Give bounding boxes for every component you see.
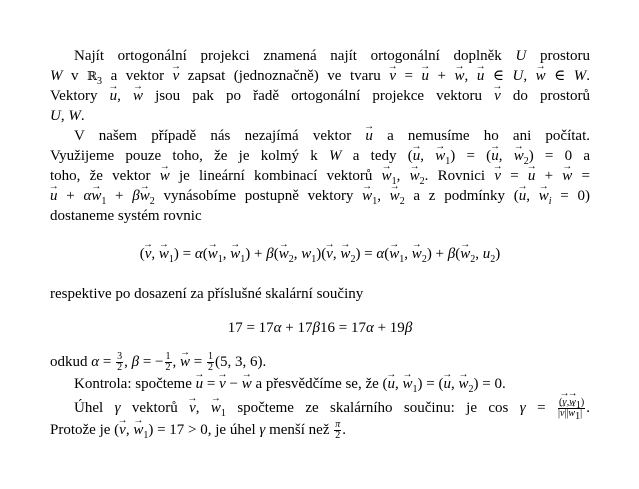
paragraph2-line5: [50, 206, 590, 226]
respektive-text: respektive po dosazení za příslušné skalární součiny: [50, 286, 364, 302]
paragraph1-line2: [50, 66, 590, 86]
paragraph1-line4: [50, 106, 590, 126]
equation-1-text: (→ v, → $w_1) = \alpha(\to w_1$, → $w_1) + \beta(\to w_2$, $w_1)(\to v$, → $w_2) = \alpha(\to w_1$, → $w_2) + \beta(\to w_2$, $u_2$): [140, 246, 501, 262]
p2-l5-text: dostaneme systém rovnic: [50, 208, 202, 224]
paragraph2-line3: [50, 166, 590, 186]
p2-l3-text: toho, že vektor → w je lineární kombinací vektorů → $w_1$, → $w_2$. Rovnici → v = → u + → w =: [50, 168, 590, 184]
paragraph2-line4: [50, 186, 590, 206]
equation-2: [50, 318, 590, 338]
p1-l3-text: Vektory → u, → w jsou pak po řadě ortogonální projekce vektoru → v do prostorů: [50, 88, 590, 104]
paragraph2-line2: [50, 146, 590, 166]
paragraph2-line1: [50, 126, 590, 146]
kontrola-text: Kontrola: spočteme → u = → v − → w a přesvědčíme se, že (→ u, → $w_1$) = (→ u, → $w_2) = 0$.: [74, 376, 506, 392]
odkud-text: odkud α = $\frac{3}{2}$ , β = − $\frac{1}{2}$ , → w = $\frac{1}{2}$ (5, 3, 6).: [50, 354, 266, 370]
uhel-line2: [50, 420, 590, 441]
paragraph1-line3: [50, 86, 590, 106]
p2-l4-text: → $u + \alpha\to w_1 + \beta\to w_2$ vynásobíme postupně vektory → $w_1$, → $w_2$ a z podmínky (→ u, → $w_i = 0$): [50, 188, 590, 204]
odkud-line: [50, 352, 590, 373]
respektive-line: [50, 284, 590, 304]
uhel-l2-text: Protože je (→ v, → $w_1) = 17 > 0$, je úhel γ menší než $\frac{\pi}{2}$ .: [50, 422, 346, 438]
uhel-l1-text: Úhel γ vektorů → v, → $w_1$ spočteme ze skalárního součinu: je cos γ = $\frac{(\to v,\to w_1)}{|\to v||\to w_1|}$ .: [74, 400, 590, 416]
p1-l1-text: Najít ortogonální projekci znamená najít ortogonální doplněk U prostoru: [74, 48, 591, 64]
paragraph1-line1: [50, 46, 590, 66]
equation-2-text: 17 = 17α + 17β16 = 17α + 19β: [227, 320, 413, 336]
p1-l2-text: W v ℝ$_3$ a vektor → v zapsat (jednoznačně) ve tvaru → v = → u + → w, → u ∈ U, → w ∈ W.: [50, 68, 590, 84]
p2-l1-text: V našem případě nás nezajímá vektor → u a nemusíme ho ani počítat.: [74, 128, 590, 144]
equation-1: [50, 244, 590, 264]
p2-l2-text: Využijeme pouze toho, že je kolmý k W a tedy (→ u, → $w_1$) = (→ u, → $w_2) = 0$ a: [50, 148, 590, 164]
uhel-line1: [50, 397, 590, 423]
kontrola-line: [50, 374, 590, 394]
p1-l4-text: U, W.: [50, 108, 85, 124]
